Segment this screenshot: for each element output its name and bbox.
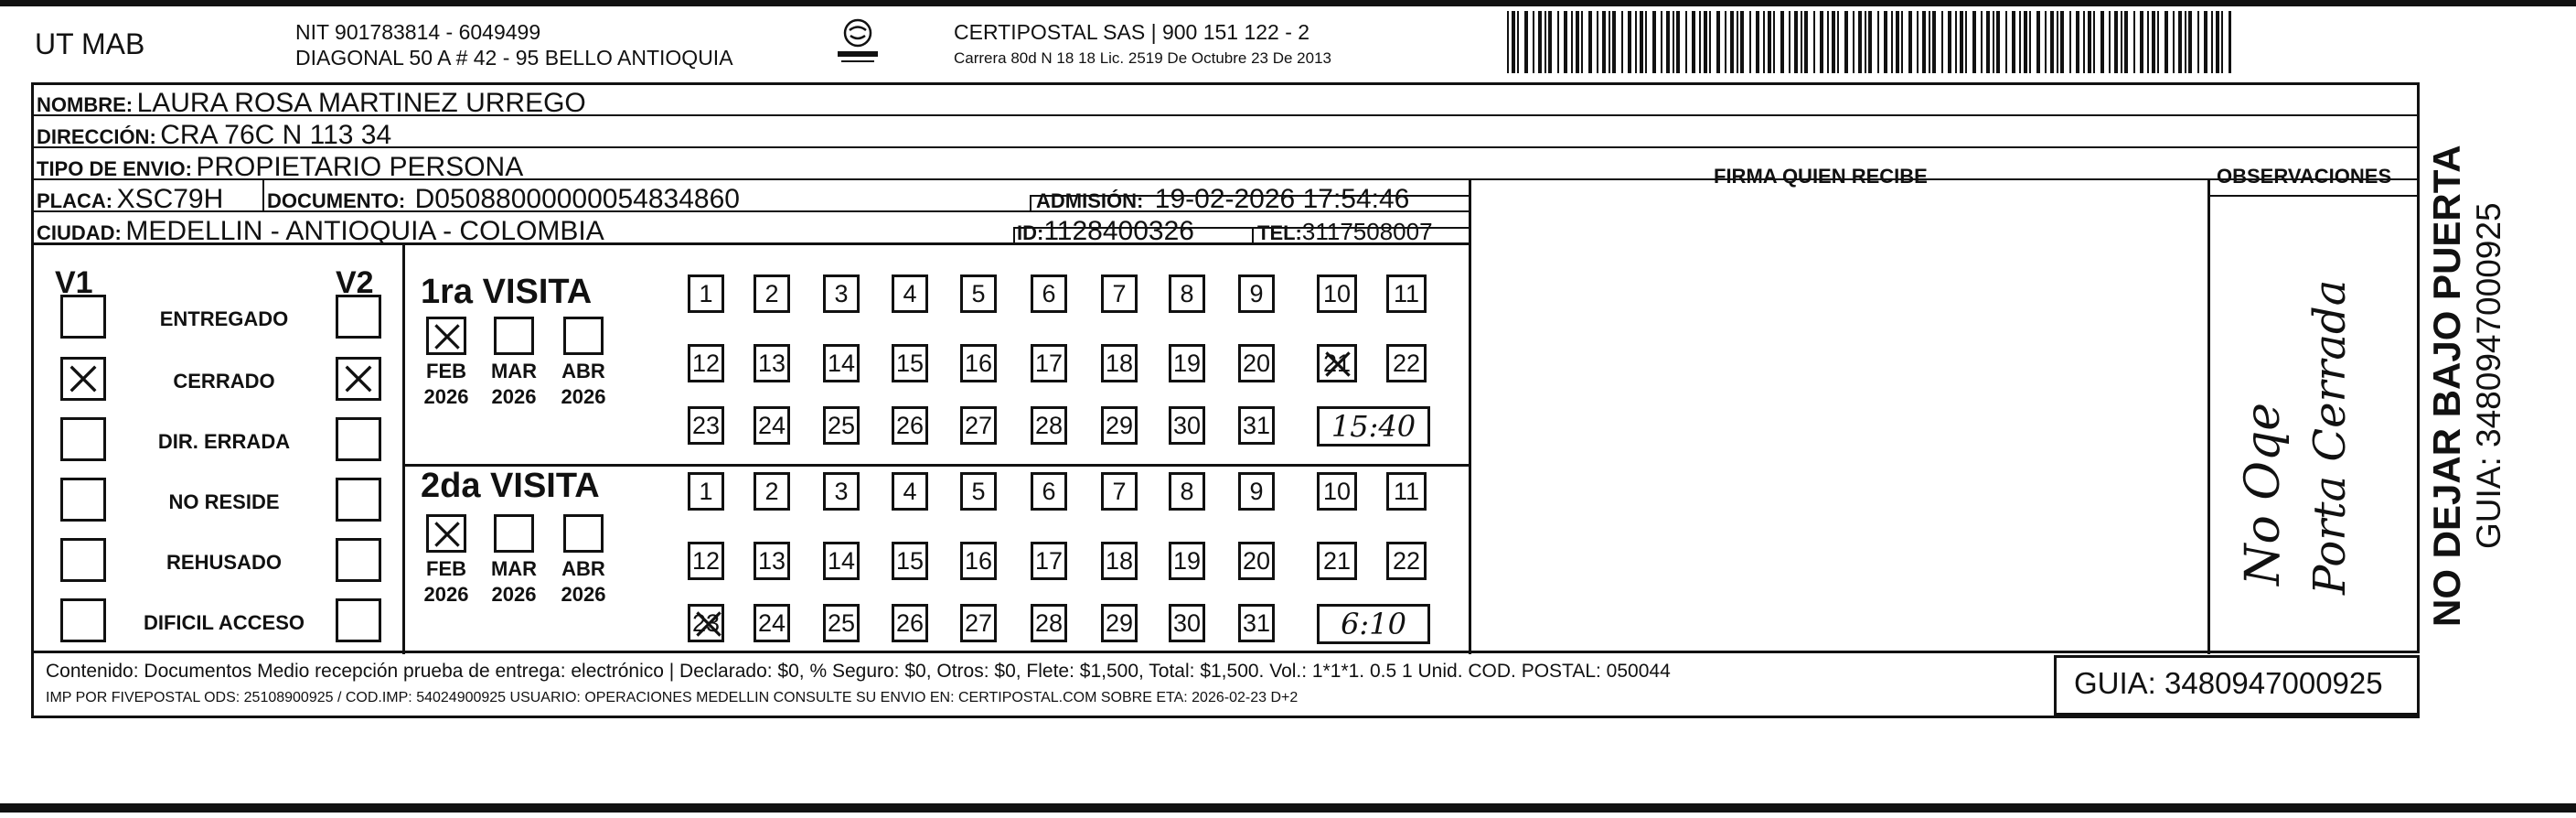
visit1-day-box[interactable]: 16: [960, 344, 997, 382]
status-label: DIFICIL ACCESO: [143, 611, 305, 634]
visit2-day-box[interactable]: 15: [892, 542, 928, 580]
visit2-day-box[interactable]: 18: [1101, 542, 1138, 580]
visit2-day-box[interactable]: 10: [1317, 472, 1357, 511]
sender-nit: NIT 901783814 - 6049499: [295, 20, 541, 44]
sender-address: DIAGONAL 50 A # 42 - 95 BELLO ANTIOQUIA: [295, 46, 733, 70]
id-label: ID:: [1017, 221, 1044, 244]
visit1-day-box[interactable]: 6: [1031, 274, 1067, 313]
status-label: REHUSADO: [166, 551, 282, 574]
v2-header: V2: [336, 265, 374, 300]
visit2-day-box[interactable]: 28: [1031, 604, 1067, 642]
visit1-day-box[interactable]: 14: [823, 344, 860, 382]
visit1-day-box[interactable]: 25: [823, 406, 860, 445]
visit2-day-box[interactable]: 9: [1238, 472, 1275, 511]
visit1-month-label: ABR 2026: [561, 360, 606, 408]
visit2-month-checkbox[interactable]: [563, 514, 604, 553]
visit1-day-box[interactable]: 3: [823, 274, 860, 313]
status-v2-checkbox[interactable]: [336, 478, 381, 522]
status-label: CERRADO: [173, 370, 275, 393]
handwriting-line-2: Porta Cerrada: [2304, 279, 2356, 595]
top-border: [0, 0, 2576, 6]
visit2-time-box[interactable]: 6:10: [1317, 604, 1430, 644]
document-number: D05088000000054834860: [414, 184, 740, 214]
visit2-day-box[interactable]: 31: [1238, 604, 1275, 642]
visit2-day-box[interactable]: 27: [960, 604, 997, 642]
visit1-day-box[interactable]: 19: [1169, 344, 1205, 382]
city: MEDELLIN - ANTIOQUIA - COLOMBIA: [125, 216, 604, 246]
imp-line: IMP POR FIVEPOSTAL ODS: 25108900925 / COD.IMP: 54024900925 USUARIO: OPERACIONES MEDELLIN CONSULTE SU ENVIO EN: CERTIPOSTAL.COM SOBRE ETA: 2026-02-23 D+2: [46, 690, 1299, 705]
status-v2-checkbox[interactable]: [336, 417, 381, 461]
visit2-day-box[interactable]: 3: [823, 472, 860, 511]
visit1-day-box[interactable]: 11: [1386, 274, 1427, 313]
recipient-name: LAURA ROSA MARTINEZ URREGO: [136, 88, 586, 118]
tipo-label: TIPO DE ENVIO:: [37, 157, 192, 180]
visit2-month-label: FEB 2026: [423, 557, 469, 606]
status-v1-checkbox[interactable]: [60, 598, 106, 642]
placa-label: PLACA:: [37, 189, 113, 212]
footer-guia: GUIA: 3480947000925: [2074, 666, 2383, 700]
visit1-day-box[interactable]: 12: [688, 344, 724, 382]
visit2-day-box[interactable]: 19: [1169, 542, 1205, 580]
recipient-phone: 3117508007: [1301, 218, 1433, 245]
bottom-border: [0, 803, 2576, 813]
sender-name: UT MAB: [35, 27, 145, 60]
direccion-label: DIRECCIÓN:: [37, 125, 156, 148]
carrier-address: Carrera 80d N 18 18 Lic. 2519 De Octubre 23 De 2013: [954, 49, 1331, 67]
visit2-day-box[interactable]: 2: [754, 472, 790, 511]
status-v2-checkbox[interactable]: [336, 295, 381, 339]
handwriting-line-1: No Oqe: [2236, 402, 2291, 586]
visit1-day-box[interactable]: 10: [1317, 274, 1357, 313]
visit1-day-box[interactable]: 24: [754, 406, 790, 445]
visit1-day-box[interactable]: 15: [892, 344, 928, 382]
status-v1-checkbox[interactable]: [60, 538, 106, 582]
visit1-month-label: MAR 2026: [490, 360, 538, 408]
visit1-month-checkbox[interactable]: [494, 317, 534, 355]
visit2-day-box[interactable]: 20: [1238, 542, 1275, 580]
status-v1-checkbox[interactable]: [60, 478, 106, 522]
no-dejar-warning: NO DEJAR BAJO PUERTA: [2425, 145, 2468, 627]
visit2-day-box[interactable]: 21: [1317, 542, 1357, 580]
visit2-day-box[interactable]: 29: [1101, 604, 1138, 642]
visit2-month-checkbox[interactable]: [426, 514, 466, 553]
recipient-address: CRA 76C N 113 34: [160, 120, 392, 150]
visit1-month-checkbox[interactable]: [426, 317, 466, 355]
contents-line: Contenido: Documentos Medio recepción prueba de entrega: electrónico | Declarado: $0, % Seguro: $0, Otros: $0, Flete: $1,500, Total: $1,500. Vol.: 1*1*1. 0.5 1 Unid. COD. POSTAL: 050044: [46, 661, 1671, 682]
visit2-day-box[interactable]: 7: [1101, 472, 1138, 511]
status-label: DIR. ERRADA: [157, 430, 291, 453]
x-mark-icon: [66, 361, 101, 401]
visit1-day-box[interactable]: 28: [1031, 406, 1067, 445]
visit1-day-box[interactable]: 21: [1317, 344, 1357, 382]
visit1-day-box[interactable]: 17: [1031, 344, 1067, 382]
visit2-day-box[interactable]: 25: [823, 604, 860, 642]
visit2-day-box[interactable]: 14: [823, 542, 860, 580]
status-v1-checkbox[interactable]: [60, 417, 106, 461]
visit1-day-box[interactable]: 30: [1169, 406, 1205, 445]
visit1-day-box[interactable]: 26: [892, 406, 928, 445]
visit2-day-box[interactable]: 5: [960, 472, 997, 511]
visit2-day-box[interactable]: 13: [754, 542, 790, 580]
visit1-day-box[interactable]: 8: [1169, 274, 1205, 313]
visit1-day-box[interactable]: 5: [960, 274, 997, 313]
x-mark-icon: [692, 608, 725, 647]
visit2-day-box[interactable]: 22: [1386, 542, 1427, 580]
documento-label: DOCUMENTO:: [267, 189, 406, 212]
plate-number: XSC79H: [116, 184, 224, 214]
visit2-day-box[interactable]: 26: [892, 604, 928, 642]
x-mark-icon: [431, 518, 464, 555]
ciudad-label: CIUDAD:: [37, 221, 122, 244]
visit1-time-box[interactable]: 15:40: [1317, 406, 1430, 447]
visit1-day-box[interactable]: 31: [1238, 406, 1275, 445]
visit2-day-box[interactable]: 23: [688, 604, 724, 642]
visit1-day-box[interactable]: 4: [892, 274, 928, 313]
visit1-day-box[interactable]: 13: [754, 344, 790, 382]
observaciones-header: OBSERVACIONES: [2217, 165, 2392, 188]
status-v1-checkbox[interactable]: [60, 357, 106, 401]
visit1-day-box[interactable]: 9: [1238, 274, 1275, 313]
v1-header: V1: [55, 265, 93, 300]
shipment-type: PROPIETARIO PERSONA: [196, 152, 524, 182]
admission-datetime: 19-02-2026 17:54:46: [1154, 184, 1410, 214]
visit2-day-box[interactable]: 8: [1169, 472, 1205, 511]
visit1-day-box[interactable]: 2: [754, 274, 790, 313]
visit2-day-box[interactable]: 24: [754, 604, 790, 642]
status-label: NO RESIDE: [168, 490, 280, 513]
barcode: [1507, 11, 2231, 73]
visit1-title: 1ra VISITA: [421, 273, 593, 311]
side-guia: GUIA: 3480947000925: [2470, 202, 2507, 549]
visit1-day-box[interactable]: 1: [688, 274, 724, 313]
visit2-day-box[interactable]: 4: [892, 472, 928, 511]
visit2-day-box[interactable]: 11: [1386, 472, 1427, 511]
visit2-day-box[interactable]: 17: [1031, 542, 1067, 580]
visit1-day-box[interactable]: 20: [1238, 344, 1275, 382]
visit2-day-box[interactable]: 6: [1031, 472, 1067, 511]
admision-label: ADMISIÓN:: [1036, 189, 1144, 212]
visit2-title: 2da VISITA: [421, 467, 600, 505]
recipient-id: 1128400326: [1043, 216, 1194, 246]
visit2-day-box[interactable]: 1: [688, 472, 724, 511]
visit1-month-checkbox[interactable]: [563, 317, 604, 355]
nombre-label: NOMBRE:: [37, 93, 134, 116]
visit1-month-label: FEB 2026: [423, 360, 469, 408]
visit2-day-box[interactable]: 12: [688, 542, 724, 580]
observation-handwriting: [2213, 220, 2414, 650]
visit2-month-label: ABR 2026: [561, 557, 606, 606]
carrier-name: CERTIPOSTAL SAS | 900 151 122 - 2: [954, 20, 1310, 44]
visit1-day-box[interactable]: 22: [1386, 344, 1427, 382]
status-label: ENTREGADO: [159, 307, 289, 330]
visit1-day-box[interactable]: 29: [1101, 406, 1138, 445]
firma-header: FIRMA QUIEN RECIBE: [1714, 165, 1928, 188]
visit2-month-label: MAR 2026: [490, 557, 538, 606]
visit1-day-box[interactable]: 7: [1101, 274, 1138, 313]
visit1-day-box[interactable]: 23: [688, 406, 724, 445]
status-v2-checkbox[interactable]: [336, 538, 381, 582]
status-v2-checkbox[interactable]: [336, 598, 381, 642]
visit2-month-checkbox[interactable]: [494, 514, 534, 553]
visit1-day-box[interactable]: 27: [960, 406, 997, 445]
x-mark-icon: [341, 361, 376, 401]
visit2-day-box[interactable]: 16: [960, 542, 997, 580]
x-mark-icon: [1321, 348, 1354, 387]
x-mark-icon: [431, 320, 464, 358]
visit2-day-box[interactable]: 30: [1169, 604, 1205, 642]
status-v1-checkbox[interactable]: [60, 295, 106, 339]
certipostal-logo: [830, 16, 885, 70]
visit1-day-box[interactable]: 18: [1101, 344, 1138, 382]
status-v2-checkbox[interactable]: [336, 357, 381, 401]
tel-label: TEL:: [1257, 221, 1302, 244]
